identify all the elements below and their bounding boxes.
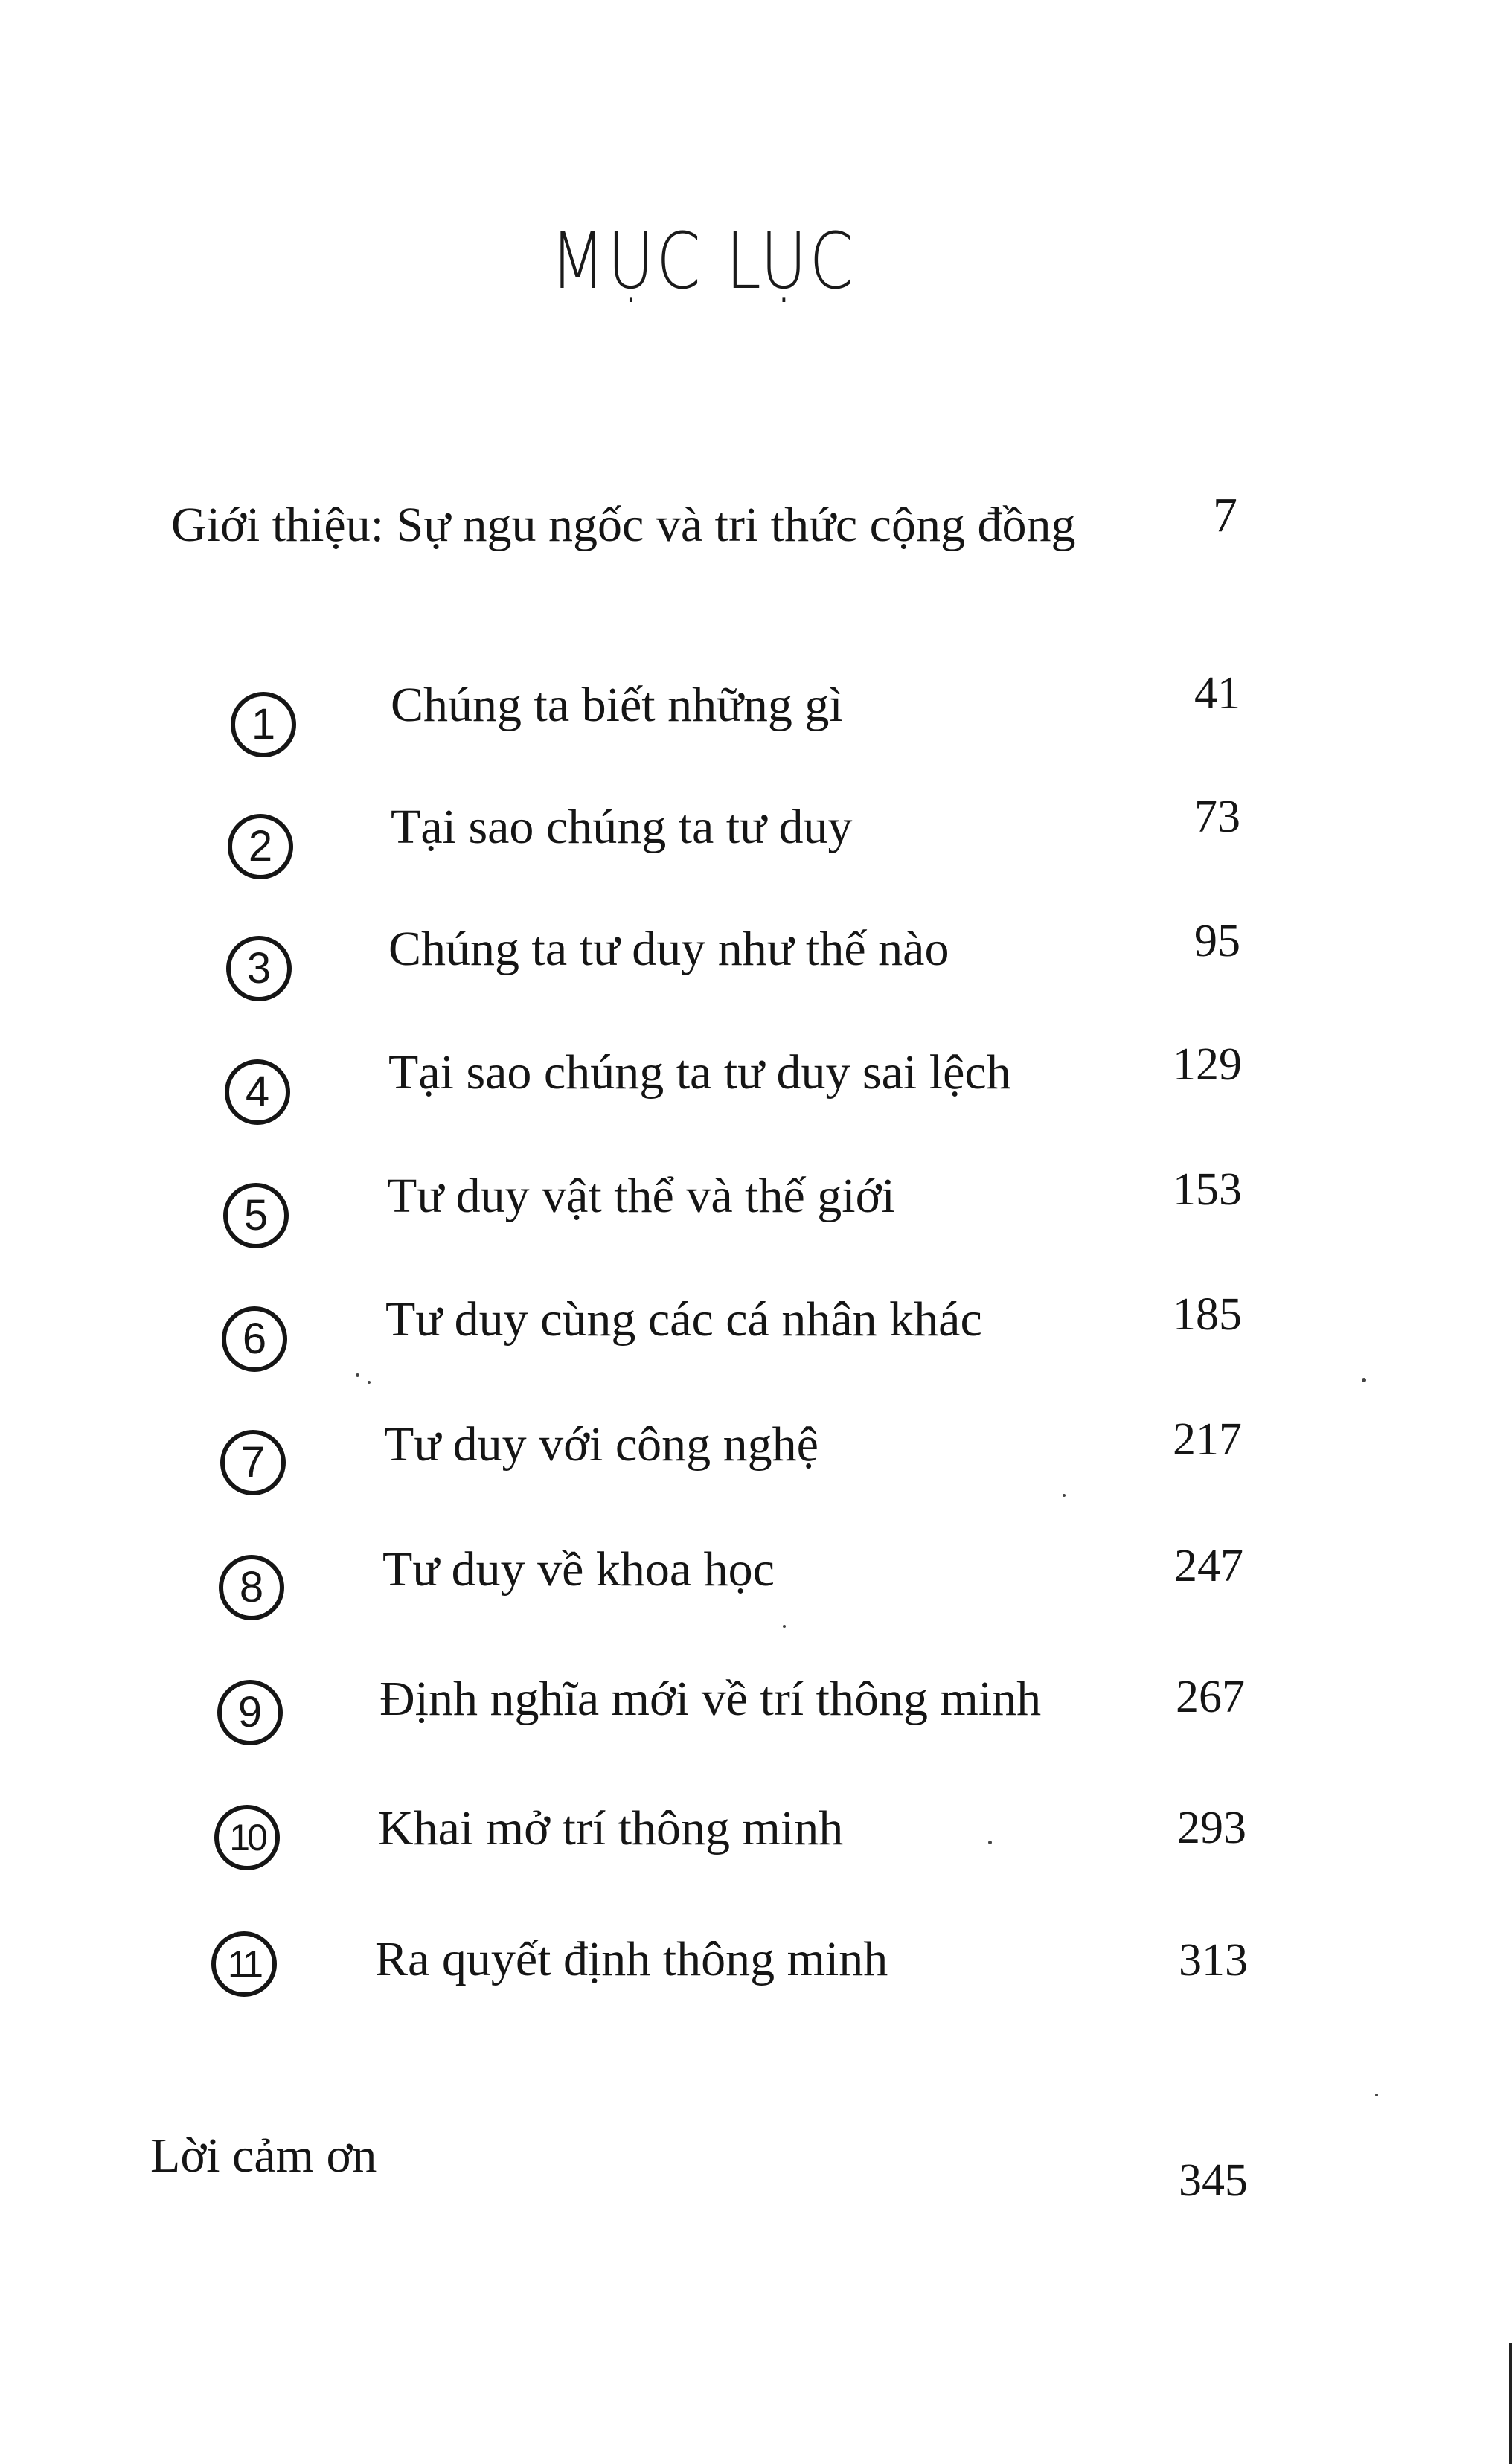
acknowledgements-page: 345: [1179, 2155, 1248, 2206]
chapter-title: Tại sao chúng ta tư duy: [391, 800, 853, 854]
scan-speck: [1375, 2094, 1378, 2096]
chapter-title: Tư duy cùng các cá nhân khác: [385, 1292, 982, 1347]
chapter-title: Tư duy với công nghệ: [384, 1417, 819, 1472]
chapter-number-badge: 2: [228, 814, 293, 879]
chapter-page-number: 41: [1194, 668, 1240, 719]
intro-entry-label: Giới thiệu: Sự ngu ngốc và tri thức cộng đồng: [171, 498, 1076, 552]
chapter-page-number: 217: [1173, 1414, 1242, 1465]
page-edge-shadow: [1509, 2343, 1512, 2464]
chapter-title: Chúng ta tư duy như thế nào: [388, 922, 949, 976]
chapter-title: Tại sao chúng ta tư duy sai lệch: [388, 1045, 1011, 1100]
chapter-title: Định nghĩa mới về trí thông minh: [379, 1672, 1042, 1726]
chapter-page-number: 185: [1173, 1289, 1242, 1340]
chapter-page-number: 129: [1173, 1039, 1242, 1090]
chapter-page-number: 73: [1194, 792, 1240, 842]
chapter-title: Khai mở trí thông minh: [378, 1801, 844, 1855]
chapter-page-number: 293: [1177, 1803, 1246, 1853]
chapter-title: Tư duy vật thể và thế giới: [387, 1169, 895, 1223]
chapter-number-badge: 1: [231, 692, 296, 757]
chapter-title: Ra quyết định thông minh: [375, 1932, 888, 1986]
chapter-page-number: 313: [1179, 1935, 1248, 1986]
chapter-number-badge: 6: [222, 1306, 287, 1372]
scan-speck: [368, 1381, 371, 1384]
chapter-number-badge: 5: [223, 1183, 289, 1248]
chapter-number-badge: 4: [225, 1059, 290, 1125]
chapter-number-badge: 7: [220, 1430, 286, 1495]
chapter-title: Chúng ta biết những gì: [391, 678, 843, 732]
scan-speck: [356, 1373, 359, 1377]
scan-speck: [988, 1841, 992, 1844]
scan-speck: [1063, 1494, 1066, 1497]
acknowledgements-label: Lời cảm ơn: [150, 2128, 377, 2183]
chapter-title: Tư duy về khoa học: [382, 1542, 775, 1597]
scan-speck: [1362, 1378, 1366, 1382]
chapter-number-badge: 3: [226, 936, 292, 1001]
chapter-number-badge: 8: [219, 1555, 284, 1620]
page-title: MỤC LỤC: [550, 216, 856, 307]
chapter-number-badge: 9: [217, 1680, 283, 1745]
chapter-number-badge: 11: [211, 1931, 277, 1997]
chapter-page-number: 247: [1174, 1541, 1243, 1591]
intro-entry-page: 7: [1213, 488, 1237, 542]
chapter-number-badge: 10: [214, 1805, 280, 1870]
chapter-page-number: 153: [1173, 1164, 1242, 1215]
chapter-page-number: 267: [1176, 1672, 1245, 1722]
chapter-page-number: 95: [1194, 916, 1240, 966]
scan-speck: [783, 1625, 786, 1628]
